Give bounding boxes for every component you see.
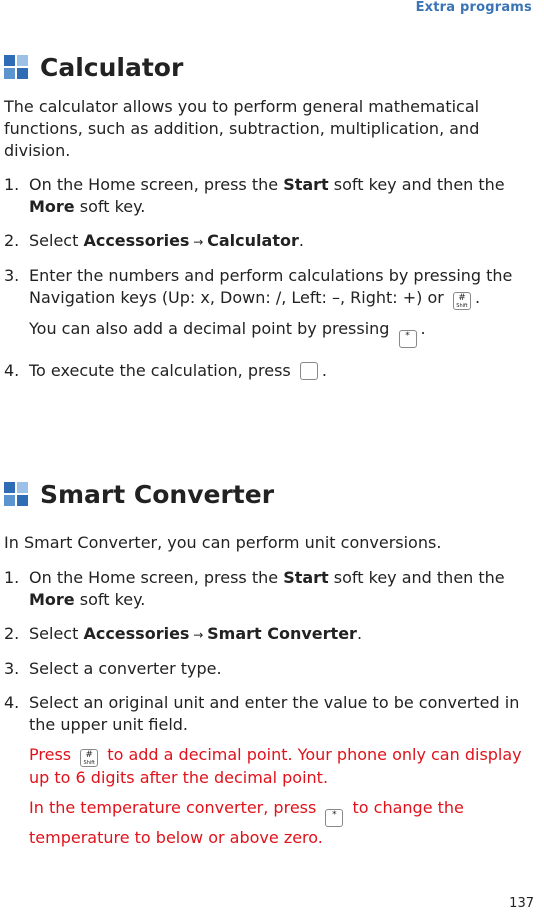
hash-shift-key-icon: # Shift xyxy=(80,749,98,767)
hash-shift-key-icon: # Shift xyxy=(453,292,471,310)
calculator-intro: The calculator allows you to perform general mathematical functions, such as addition, subtraction, multiplication, and division. xyxy=(4,97,480,160)
running-head: Extra programs xyxy=(415,0,532,15)
section-bullet-icon xyxy=(4,482,28,506)
converter-section xyxy=(4,477,534,849)
calculator-section xyxy=(4,50,534,382)
list-item: 1. On the Home screen, press the Start soft key and then the More soft key. xyxy=(4,175,505,216)
page-number: 137 xyxy=(509,896,534,911)
list-item: 2. Select Accessories → Smart Converter. xyxy=(4,624,363,643)
calculator-note: You can also add a decimal point by pressing * . xyxy=(4,318,534,348)
list-item: 2. Select Accessories → Calculator. xyxy=(4,231,304,250)
list-item: 3. Enter the numbers and perform calculations by pressing the Navigation keys (Up: x, Down: /, Left: –, Right: +) or # Shift . xyxy=(4,266,513,309)
calculator-steps-cont xyxy=(4,360,534,382)
converter-heading xyxy=(4,477,534,511)
list-item: 4. Select an original unit and enter the value to be converted in the upper unit field. xyxy=(4,693,520,734)
converter-intro: In Smart Converter, you can perform unit conversions. xyxy=(4,533,442,552)
converter-steps xyxy=(4,567,534,736)
converter-note-temperature: In the temperature converter, press * to change the temperature to below or above zero. xyxy=(29,798,464,847)
converter-note-decimal: Press # Shift to add a decimal point. Your phone only can display up to 6 digits after the decimal point. xyxy=(29,745,522,787)
calculator-heading xyxy=(4,50,534,84)
list-item: 1. On the Home screen, press the Start soft key and then the More soft key. xyxy=(4,568,505,609)
converter-title: Smart Converter xyxy=(40,479,275,509)
list-item: 3. Select a converter type. xyxy=(4,659,222,678)
list-item: 4. To execute the calculation, press . xyxy=(4,361,327,380)
blank-key-icon xyxy=(300,362,318,380)
star-key-icon: * xyxy=(325,809,343,827)
star-key-icon: * xyxy=(399,330,417,348)
section-bullet-icon xyxy=(4,55,28,79)
calculator-title: Calculator xyxy=(40,52,184,82)
calculator-steps xyxy=(4,174,534,310)
